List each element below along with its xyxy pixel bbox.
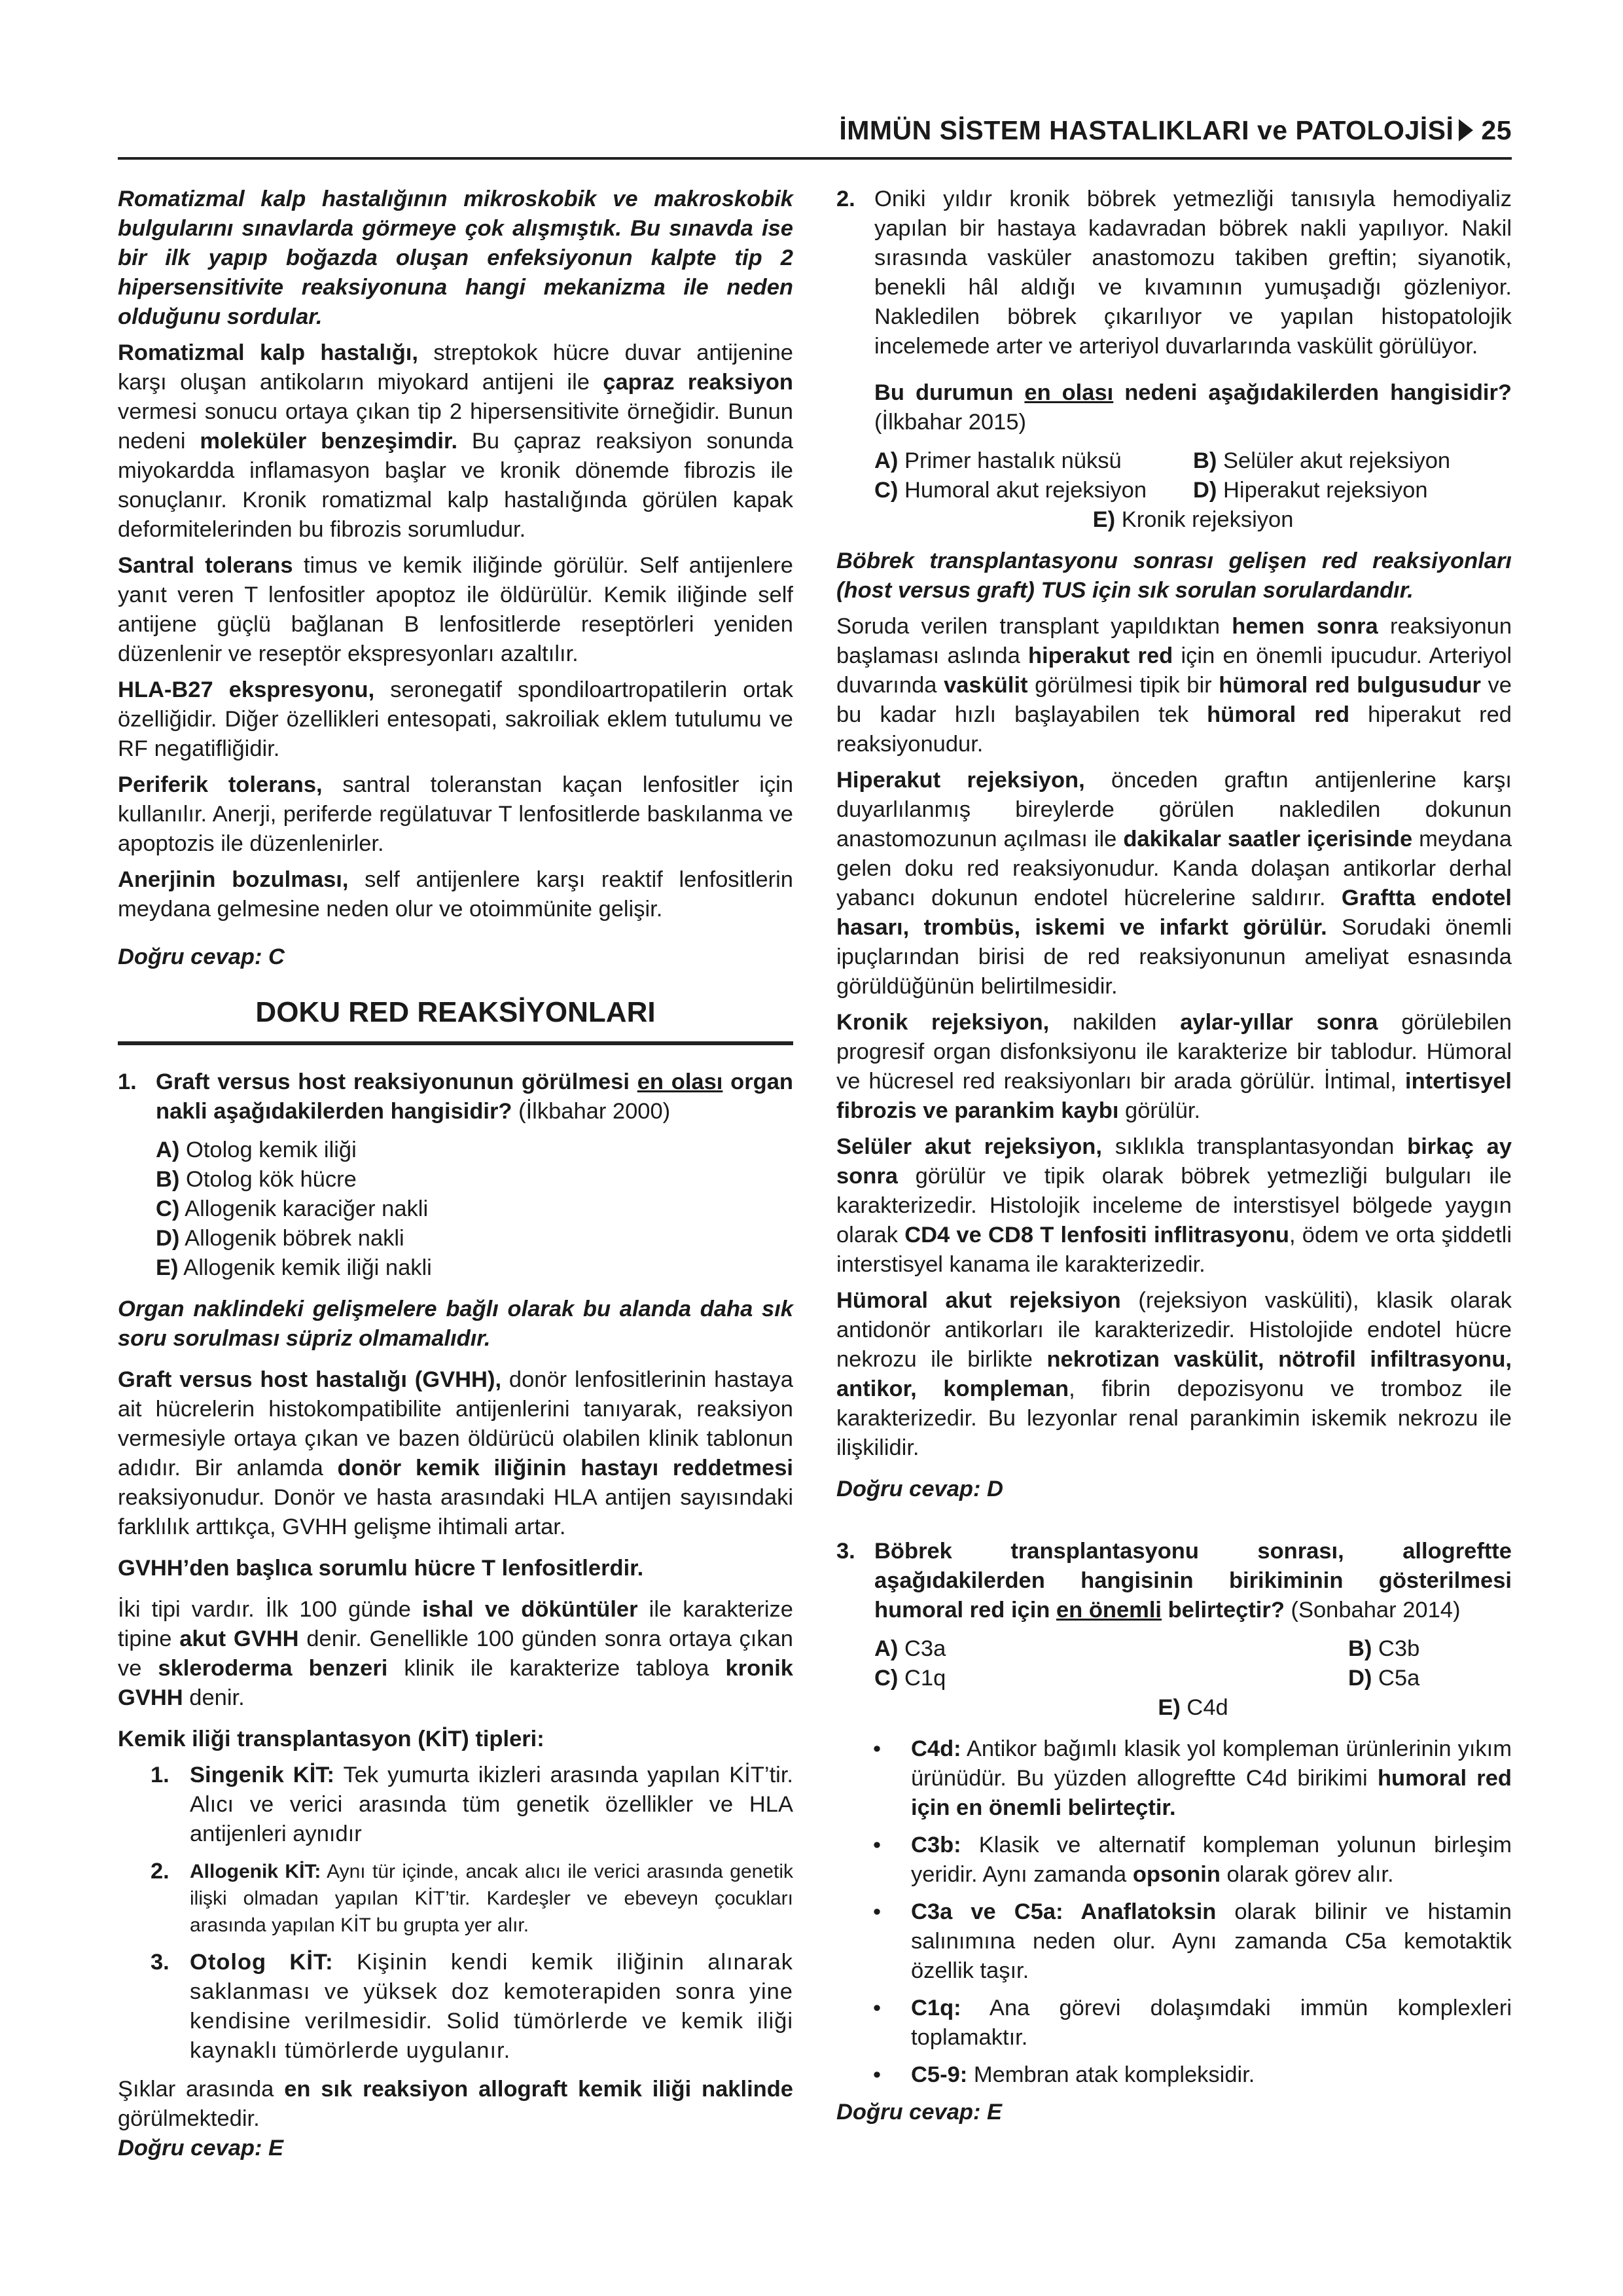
- term: Singenik KİT:: [190, 1763, 335, 1787]
- term: C5-9:: [911, 2062, 968, 2087]
- term: nekrotizan vaskülit, nötrofil infiltrasyonu, antikor, kompleman: [836, 1347, 1512, 1401]
- answer-line: Doğru cevap: C: [118, 944, 285, 969]
- text: görülebilen progresif organ disfonksiyonu ile karakterize bir tablodur. Hümoral ve hücresel red reaksiyonları bir arada görülür. İntimal,: [836, 1010, 1512, 1094]
- question-text: [156, 1067, 793, 1126]
- option-text: Kronik rejeksiyon: [1115, 507, 1294, 532]
- term: Otolog KİT:: [190, 1950, 334, 1975]
- answer-line: Doğru cevap: E: [118, 2136, 284, 2161]
- term: CD4 ve CD8 T lenfositi inflitrasyonu: [904, 1223, 1289, 1247]
- option-b: [1193, 446, 1512, 476]
- term: kronik GVHH: [118, 1656, 793, 1710]
- kit-item-3: [151, 1948, 793, 2066]
- text: donör lenfositlerinin hastaya ait hücrelerin histokompatibilite antijenlerini tanıyarak, reaksiyon vermesiyle ortaya çıkan ve bazen öldürücü olabilen klinik tablonun adıdır. Bir anlamda: [118, 1367, 793, 1480]
- option-letter: B): [1348, 1636, 1372, 1661]
- kit-item-1: [151, 1761, 793, 1849]
- page-number: 25: [1481, 115, 1512, 145]
- bullet-text: [911, 1994, 1512, 2053]
- option-e: [156, 1253, 793, 1283]
- paragraph-hiperakut: [836, 766, 1512, 1001]
- option-c: [874, 1664, 1348, 1693]
- term: C4d:: [911, 1736, 961, 1761]
- term: humoral red için en önemli belirteçtir.: [911, 1766, 1512, 1820]
- text: olarak bilinir ve histamin salınımına neden olur. Aynı zamanda C5a kemotaktik özellik taşır.: [911, 1899, 1512, 1983]
- text: belirteçtir?: [1162, 1598, 1285, 1623]
- option-a: [874, 1634, 1348, 1664]
- option-letter: E): [156, 1255, 179, 1280]
- emphasis: en olası: [637, 1069, 723, 1094]
- term: moleküler benzeşimdir.: [200, 429, 458, 454]
- header-title-block: [839, 115, 1512, 146]
- term: Hiperakut rejeksiyon,: [836, 768, 1085, 793]
- option-b: [1348, 1634, 1512, 1664]
- term: birkaç ay sonra: [836, 1134, 1512, 1189]
- text: olarak görev alır.: [1220, 1862, 1394, 1887]
- term: hiperakut red: [1028, 643, 1173, 668]
- paragraph-hla-b27: [118, 675, 793, 764]
- text: Şıklar arasında: [118, 2077, 285, 2102]
- option-text: C3a: [898, 1636, 946, 1661]
- option-text: Hiperakut rejeksiyon: [1217, 478, 1428, 503]
- source: (İlkbahar 2015): [874, 410, 1027, 435]
- option-letter: D): [156, 1226, 180, 1251]
- option-letter: D): [1348, 1666, 1372, 1691]
- text: seronegatif spondiloartropatilerin ortak özelliğidir. Diğer özellikleri entesopati, sakroiliak eklem tutulumu ve RF negatifliğidir.: [118, 677, 793, 761]
- section-title: DOKU RED REAKSİYONLARI: [255, 996, 656, 1028]
- bullet-text: [911, 1734, 1512, 1823]
- term: Kronik rejeksiyon,: [836, 1010, 1050, 1035]
- option-letter: C): [156, 1196, 180, 1221]
- term: intertisyel fibrozis ve parankim kaybı: [836, 1069, 1512, 1123]
- term: Santral tolerans: [118, 553, 293, 578]
- text: Graft versus host reaksiyonunun görülmesi: [156, 1069, 637, 1094]
- option-grid: [874, 1634, 1512, 1693]
- answer-line: Doğru cevap: E: [836, 2100, 1003, 2125]
- option-letter: D): [1193, 478, 1217, 503]
- term: çapraz reaksiyon: [603, 370, 793, 395]
- text: Soruda verilen transplant yapıldıktan: [836, 614, 1232, 639]
- term: Graftta endotel hasarı, trombüs, iskemi ve infarkt görülür.: [836, 886, 1512, 940]
- item-number: 1.: [151, 1763, 169, 1787]
- option-d: [156, 1224, 793, 1253]
- left-column: [118, 185, 793, 2170]
- option-text: Otolog kök hücre: [179, 1167, 357, 1192]
- emphasis: en olası: [1024, 380, 1114, 405]
- term: vaskülit: [944, 673, 1028, 698]
- text: organ nakli aşağıdakilerden hangisidir?: [156, 1069, 793, 1124]
- option-text: C3b: [1372, 1636, 1420, 1661]
- term: aylar-yıllar sonra: [1180, 1010, 1378, 1035]
- text: görülür ve tipik olarak böbrek yetmezliği bulguları ile karakterizedir. Histolojik inceleme de interstisyel bölgede yaygın olarak: [836, 1164, 1512, 1247]
- paragraph-seluler: [836, 1132, 1512, 1280]
- option-d: [1348, 1664, 1512, 1693]
- text: Aynı tür içinde, ancak alıcı ile verici arasında genetik ilişki olmadan yapılan KİT’tir. Kardeşler ve ebeveyn çocukları arasında yapılan KİT bu grupta yer alır.: [190, 1861, 793, 1936]
- bullet-icon: •: [873, 1996, 882, 2020]
- term: Allogenik KİT:: [190, 1861, 321, 1882]
- text: denir.: [183, 1685, 245, 1710]
- question-prompt: [874, 378, 1512, 437]
- kit-item-2: [151, 1858, 793, 1939]
- item-text: [190, 1858, 793, 1939]
- option-text: Allogenik kemik iliği nakli: [178, 1255, 432, 1280]
- question-text: [874, 1537, 1512, 1625]
- option-letter: C): [874, 1666, 899, 1691]
- source: (İlkbahar 2000): [512, 1099, 671, 1124]
- question-1-options: [156, 1136, 793, 1283]
- bullet-item: [873, 1994, 1512, 2053]
- text: Kişinin kendi kemik iliğinin alınarak saklanması ve yüksek doz kemoterapiden sonra yine kendisine verilmesidir. Solid tümörlerde ve kemik iliği kaynaklı tümörlerde uygulanır.: [190, 1950, 793, 2063]
- paragraph-periferik-tolerans: [118, 770, 793, 859]
- question-2: [836, 185, 1512, 437]
- term: donör kemik iliğinin hastayı reddetmesi: [337, 1456, 793, 1480]
- option-letter: A): [874, 1636, 899, 1661]
- term: Anerjinin bozulması,: [118, 867, 349, 892]
- text: streptokok hücre duvar antijenine karşı oluşan antikoların miyokard antijeni ile: [118, 340, 793, 395]
- text: Membran atak kompleksidir.: [967, 2062, 1255, 2087]
- option-e: [874, 1693, 1512, 1723]
- source: (Sonbahar 2014): [1284, 1598, 1461, 1623]
- term: akut GVHH: [179, 1626, 299, 1651]
- paragraph-anerji: [118, 865, 793, 924]
- section-divider: [118, 1041, 793, 1045]
- term: C3b:: [911, 1833, 961, 1857]
- bullet-icon: •: [873, 2062, 882, 2087]
- question-text: [874, 185, 1512, 437]
- option-letter: A): [156, 1138, 180, 1162]
- text: hiperakut red reaksiyonudur.: [836, 702, 1512, 757]
- term: Selüler akut rejeksiyon,: [836, 1134, 1102, 1159]
- option-letter: A): [874, 448, 899, 473]
- question-3-options: [874, 1634, 1512, 1723]
- term: hümoral red bulgusudur: [1219, 673, 1481, 698]
- option-e: [874, 505, 1512, 535]
- option-letter: B): [156, 1167, 180, 1192]
- item-text: [190, 1761, 793, 1849]
- option-a: [156, 1136, 793, 1165]
- paragraph-gvhh-cell: GVHH’den başlıca sorumlu hücre T lenfositlerdir.: [118, 1556, 644, 1581]
- term: Graft versus host hastalığı (GVHH),: [118, 1367, 502, 1392]
- paragraph-gvhh: [118, 1365, 793, 1542]
- bullet-item: [873, 1831, 1512, 1890]
- intro-note: Böbrek transplantasyonu sonrası gelişen red reaksiyonları (host versus graft) TUS için sık sorulan sorulardandır.: [836, 548, 1512, 603]
- term: ishal ve döküntüler: [422, 1597, 638, 1622]
- bullet-item: [873, 1734, 1512, 1823]
- bullet-item: [873, 1897, 1512, 1986]
- term: hümoral red: [1207, 702, 1350, 727]
- question-number: 1.: [118, 1069, 137, 1094]
- text: görülmesi tipik bir: [1027, 673, 1219, 698]
- option-letter: B): [1193, 448, 1217, 473]
- question-3: [836, 1537, 1512, 1625]
- bullet-text: [911, 2060, 1512, 2090]
- option-c: [156, 1194, 793, 1224]
- intro-note: Romatizmal kalp hastalığının mikroskobik ve makroskobik bulgularını sınavlarda görmeye çok alışmıştık. Bu sınavda ise bir ilk yapıp boğazda oluşan enfeksiyonun kalpte tip 2 hipersensitivite reaksiyonuna hangi mekanizma ile neden olduğunu sordular.: [118, 187, 793, 329]
- option-text: Primer hastalık nüksü: [898, 448, 1122, 473]
- paragraph-summary: [118, 2075, 793, 2134]
- right-column: [836, 185, 1512, 2134]
- intro-note-2: Organ naklindeki gelişmelere bağlı olarak bu alanda daha sık soru sorulması süpriz olmamalıdır.: [118, 1297, 793, 1351]
- question-stem: Oniki yıldır kronik böbrek yetmezliği tanısıyla hemodiyaliz yapılan bir hastaya kadavradan böbrek nakli yapılıyor. Nakil sırasında vasküler anastomozu takiben greftin; siyanotik, benekli hâl aldığı ve kıvamının yumuşadığı gözleniyor. Nakledilen böbrek çıkarılıyor ve yapılan histopatolojik incelemede arter ve arteriyol duvarlarında vaskülit görülüyor.: [874, 187, 1512, 359]
- bullet-text: [911, 1897, 1512, 1986]
- term: en sık reaksiyon allograft kemik iliği naklinde: [284, 2077, 793, 2102]
- text: Bu durumun: [874, 380, 1025, 405]
- page-header: [118, 111, 1512, 160]
- text: Tek yumurta ikizleri arasında yapılan KİT’tir. Alıcı ve verici arasında tüm genetik özellikler ve HLA antijenleri aynıdır: [190, 1763, 793, 1846]
- option-text: Allogenik böbrek nakli: [179, 1226, 404, 1251]
- text: sıklıkla transplantasyondan: [1101, 1134, 1408, 1159]
- option-c: [874, 476, 1193, 505]
- paragraph-explanation: [836, 612, 1512, 759]
- text: nakilden: [1049, 1010, 1181, 1035]
- text: meydana gelen doku red reaksiyonudur. Kanda dolaşan antikorlar derhal yabancı dokunun endotel hücrelerine saldırır.: [836, 827, 1512, 910]
- paragraph-humoral: [836, 1286, 1512, 1463]
- text: timus ve kemik iliğinde görülür. Self antijenlere yanıt veren T lenfositler apoptoz ile öldürülür. Kemik iliğinde self antijene güçlü bağlanan B lenfositlerde reseptörleri yeniden düzenlenir ve reseptör ekspresyonları azaltılır.: [118, 553, 793, 666]
- bullet-icon: •: [873, 1899, 882, 1924]
- text: santral toleranstan kaçan lenfositler için kullanılır. Anerji, periferde regülatuvar T lenfositlerde baskılanma ve apoptozis ile düzenlenirler.: [118, 772, 794, 856]
- option-d: [1193, 476, 1512, 505]
- text: görülür.: [1118, 1098, 1201, 1123]
- triangle-arrow-icon: [1459, 119, 1473, 141]
- text: self antijenlere karşı reaktif lenfositlerin meydana gelmesine neden olur ve otoimmünite gelişir.: [118, 867, 793, 922]
- kit-title: Kemik iliği transplantasyon (KİT) tipleri:: [118, 1727, 544, 1751]
- text: klinik ile karakterize tabloya: [387, 1656, 726, 1681]
- question-number: 2.: [836, 187, 855, 211]
- item-number: 3.: [151, 1950, 169, 1975]
- text: önceden graftın antijenlerine karşı duyarlılanmış bireylerde görülen nakledilen dokunun anastomozunun açılması ile: [836, 768, 1512, 852]
- term: Periferik tolerans,: [118, 772, 323, 797]
- text: Ana görevi dolaşımdaki immün komplexleri toplamaktır.: [911, 1996, 1512, 2050]
- bullet-icon: •: [873, 1833, 882, 1857]
- option-letter: E): [1092, 507, 1116, 532]
- paragraph-kronik: [836, 1008, 1512, 1126]
- term: C1q:: [911, 1996, 961, 2020]
- text: ile karakterize tipine: [118, 1597, 793, 1651]
- option-text: Selüler akut rejeksiyon: [1217, 448, 1451, 473]
- option-b: [156, 1165, 793, 1194]
- paragraph-romatizmal: [118, 338, 793, 545]
- term: dakikalar saatler içerisinde: [1123, 827, 1413, 852]
- item-number: 2.: [151, 1859, 169, 1884]
- emphasis: en önemli: [1056, 1598, 1162, 1623]
- term: hemen sonra: [1232, 614, 1378, 639]
- text: Böbrek transplantasyonu sonrası, allogreftte aşağıdakilerden hangisinin birikiminin gösterilmesi humoral red için: [874, 1539, 1512, 1623]
- text: , ödem ve orta şiddetli interstisyel kanama ile karakterizedir.: [836, 1223, 1512, 1277]
- text: nedeni aşağıdakilerden hangisidir?: [1113, 380, 1512, 405]
- term: Romatizmal kalp hastalığı,: [118, 340, 418, 365]
- term: C3a ve C5a: Anaflatoksin: [911, 1899, 1217, 1924]
- text: görülmektedir.: [118, 2106, 260, 2131]
- text: Antikor bağımlı klasik yol kompleman ürünlerinin yıkım ürünüdür. Bu yüzden allogreftte C4d birikimi: [911, 1736, 1512, 1791]
- option-letter: C): [874, 478, 899, 503]
- paragraph-gvhh-types: [118, 1595, 793, 1713]
- question-number: 3.: [836, 1539, 855, 1564]
- text: denir. Genellikle 100 günden sonra ortaya çıkan ve: [118, 1626, 793, 1681]
- question-1: [118, 1067, 793, 1126]
- text: ve bu kadar hızlı başlayabilen tek: [836, 673, 1512, 727]
- term: HLA-B27 ekspresyonu,: [118, 677, 375, 702]
- bullet-item: [873, 2060, 1512, 2090]
- option-text: Humoral akut rejeksiyon: [898, 478, 1147, 503]
- text: Bu çapraz reaksiyon sonunda miyokardda inflamasyon başlar ve kronik dönemde fibrozis ile sonuçlanır. Kronik romatizmal kalp hastalığında görülen kapak deformitelerinden bu fibrozis sorumludur.: [118, 429, 793, 542]
- option-text: Allogenik karaciğer nakli: [179, 1196, 429, 1221]
- running-title: İMMÜN SİSTEM HASTALIKLARI ve PATOLOJİSİ: [839, 115, 1454, 145]
- text: vermesi sonucu ortaya çıkan tip 2 hipersensitivite örneğidir. Bunun nedeni: [118, 399, 793, 454]
- option-text: Otolog kemik iliği: [179, 1138, 357, 1162]
- bullet-text: [911, 1831, 1512, 1890]
- term: opsonin: [1132, 1862, 1221, 1887]
- text: için en önemli ipucudur. Arteriyol duvarında: [836, 643, 1512, 698]
- option-grid: [874, 446, 1512, 505]
- text: , fibrin depozisyonu ve tromboz ile karakterizedir. Bu lezyonlar renal parankimin iskemik nekrozu ile ilişkilidir.: [836, 1376, 1512, 1460]
- paragraph-santral-tolerans: [118, 551, 793, 669]
- text: reaksiyonudur. Donör ve hasta arasındaki HLA antijen sayısındaki farklılık arttıkça, GVHH gelişme ihtimali artar.: [118, 1485, 793, 1539]
- term: skleroderma benzeri: [158, 1656, 388, 1681]
- text: reaksiyonun başlaması aslında: [836, 614, 1512, 668]
- text: (rejeksiyon vasküliti), klasik olarak antidonör antikorları ile karakterizedir. Histolojide endotel hücre nekrozu ile birlikte: [836, 1288, 1512, 1372]
- question-2-options: [874, 446, 1512, 535]
- text: Klasik ve alternatif kompleman yolunun birleşim yeridir. Aynı zamanda: [911, 1833, 1512, 1887]
- term: Hümoral akut rejeksiyon: [836, 1288, 1121, 1313]
- option-a: [874, 446, 1193, 476]
- item-text: [190, 1948, 793, 2066]
- bullet-icon: •: [873, 1736, 882, 1761]
- option-text: C4d: [1180, 1695, 1228, 1720]
- text: Sorudaki önemli ipuçlarından birisi de red reaksiyonunun ameliyat esnasında görüldüğünün belirtilmesidir.: [836, 915, 1512, 999]
- option-text: C1q: [898, 1666, 946, 1691]
- text: İki tipi vardır. İlk 100 günde: [118, 1597, 423, 1622]
- answer-line: Doğru cevap: D: [836, 1477, 1003, 1501]
- option-text: C5a: [1372, 1666, 1420, 1691]
- option-letter: E): [1158, 1695, 1181, 1720]
